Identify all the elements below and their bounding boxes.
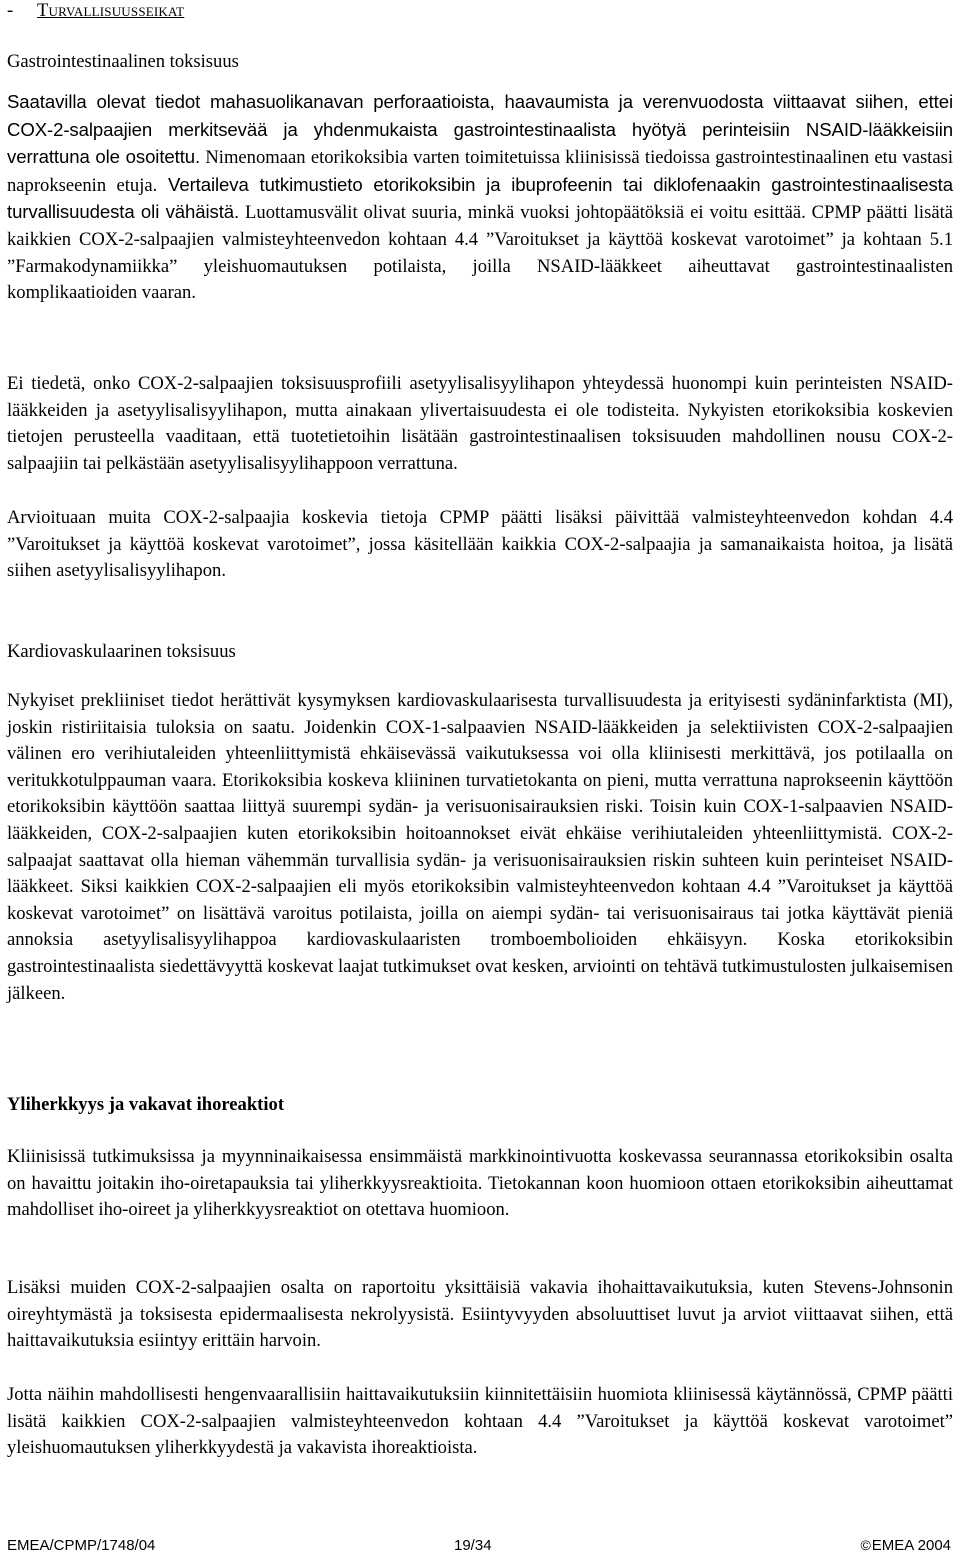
section-heading: [7, 0, 184, 22]
copyright-icon: ©: [860, 1537, 871, 1553]
page-number: 19/34: [454, 1537, 492, 1554]
gastro-paragraph-3: Arvioituaan muita COX-2-salpaajia koskevia tietoja CPMP päätti lisäksi päivittää valmisteyhteenvedon kohdan 4.4 ”Varoitukset ja käyttöä koskevat varotoimet”, jossa käsitellään kaikkia COX-2-salpaajia ja samanaikaista hoitoa, ja lisätä siihen asetyylisalisyylihapon.: [7, 507, 953, 582]
gastro-p1-sentence-c: Vertaileva tutkimustieto etorikoksibin ja ibuprofeenin tai diklofenaakin gastrointestinaalisesta turvallisuudesta oli vähäistä.: [7, 173, 953, 223]
gastro-p1-sentence-e: CPMP päätti lisätä kaikkien COX-2-salpaajien valmisteyhteenvedon kohtaan 4.4 ”Varoitukset ja käyttöä koskevat varotoimet” ja kohtaan 5.1 ”Farmakodynamiikka” yleishuomautuksen potilaista, joilla NSAID-lääkkeet aiheuttavat gastrointestinaalisten komplikaatioiden vaaran.: [7, 202, 953, 304]
gastro-paragraph-2: Ei tiedetä, onko COX-2-salpaajien toksisuusprofiili asetyylisalisyylihapon yhteydessä huonompi kuin perinteisten NSAID-lääkkeiden ja asetyylisalisyylihapon, mutta ainakaan ylivertaisuudesta ei ole todisteita. Nykyisten etorikoksibia koskevien tietojen perusteella vaaditaan, että tuotetietoihin lisätään gastrointestinaalisen toksisuuden mahdollinen nousu COX-2-salpaajiin tai pelkästään asetyylisalisyylihappoon verrattuna.: [7, 373, 953, 474]
section-title: Turvallisuusseikat: [37, 0, 185, 21]
gastro-heading: Gastrointestinaalinen toksisuus: [7, 51, 239, 72]
section-dash: -: [7, 0, 14, 21]
hyper-paragraph-2: Lisäksi muiden COX-2-salpaajien osalta on raportoitu yksittäisiä vakavia ihohaittavaikutuksia, kuten Stevens-Johnsonin oireyhtymästä ja toksisesta epidermaalisesta nekrolyysistä. Esiintyvyyden absoluuttiset luvut ja arviot viittaavat siihen, että haittavaikutuksia esiintyy erittäin harvoin.: [7, 1277, 953, 1352]
cardio-heading: Kardiovaskulaarinen toksisuus: [7, 641, 236, 662]
page-footer: [0, 1535, 960, 1559]
copyright-text: EMEA 2004: [871, 1537, 951, 1554]
hyper-paragraph-1: Kliinisissä tutkimuksissa ja myynninaikaisessa ensimmäistä markkinointivuotta koskevassa seurannassa etorikoksibin osalta on havaittu joitakin iho-oiretapauksia tai yliherkkyysreaktioita. Tietokannan koon huomioon ottaen etorikoksibin aiheuttamat mahdolliset iho-oireet ja yliherkkyysreaktiot on otettava huomioon.: [7, 1146, 953, 1221]
gastro-paragraph-1: [7, 89, 953, 307]
gastro-p1-sentence-d: Luottamusvälit olivat suuria, minkä vuoksi johtopäätöksiä ei voitu esittää.: [239, 202, 806, 224]
document-reference: EMEA/CPMP/1748/04: [7, 1537, 156, 1554]
gastro-p1-sentence-b: Nimenomaan etorikoksibia varten toimitetuissa kliinisissä tiedoissa gastrointestinaalinen etu vastasi naprokseenin etuja.: [7, 147, 954, 196]
cardio-paragraph-1: Nykyiset prekliiniset tiedot herättivät kysymyksen kardiovaskulaarisesta turvallisuudesta ja erityisesti sydäninfarktista (MI), joskin ristiriitaisia tuloksia on saatu. Joidenkin COX-1-salpaavien NSAID-lääkkeiden ja selektiivisten COX-2-salpaajien välinen ero verihiutaleiden yhteenliittymistä ehkäisevässä vaikutuksessa voi olla kliinisesti merkittävä, jos potilaalla on veritukkotulppauman vaara. Etorikoksibia koskeva kliininen turvatietokanta on pieni, mutta verrattuna naprokseenin käyttöön etorikoksibin käyttöön saattaa liittyä suurempi sydän- ja verisuonisairauksien riski. Toisin kuin COX-1-salpaavien NSAID-lääkkeiden, COX-2-salpaajien kuten etorikoksibin hoitoannokset eivät ehkäise verihiutaleiden yhteenliittymistä. COX-2-salpaajat saattavat olla hieman vähemmän turvallisia sydän- ja verisuonisairauksien riskin suhteen kuin perinteiset NSAID-lääkkeet. Siksi kaikkien COX-2-salpaajien eli myös etorikoksibin valmisteyhteenvedon kohtaan 4.4 ”Varoitukset ja käyttöä koskevat varotoimet” on lisättävä varoitus potilaista, joilla on aiempi sydän- tai verisuonisairaus tai jotka käyttävät pieniä annoksia asetyylisalisyylihappoa kardiovaskulaaristen tromboembolioiden ehkäisyyn. Koska etorikoksibin gastrointestinaalista siedettävyyttä koskevat laajat tutkimukset ovat kesken, arviointi on tehtävä tutkimustulosten julkaisemisen jälkeen.: [7, 690, 954, 1004]
hyper-paragraph-3: Jotta näihin mahdollisesti hengenvaarallisiin haittavaikutuksiin kiinnitettäisiin huomiota kliinisessä käytännössä, CPMP päätti lisätä kaikkien COX-2-salpaajien valmisteyhteenvedon kohtaan 4.4 ”Varoitukset ja käyttöä koskevat varotoimet” yleishuomautuksen yliherkkyydestä ja vakavista ihoreaktioista.: [7, 1384, 953, 1459]
gastro-p1-sentence-a: Saatavilla olevat tiedot mahasuolikanavan perforaatioista, haavaumista ja verenvuodosta viittaavat siihen, ettei COX-2-salpaajien merkitsevää ja yhdenmukaista gastrointestinaalista hyötyä perinteisiin NSAID-lääkkeisiin verrattuna ole osoitettu.: [7, 91, 953, 168]
hyper-heading: Yliherkkyys ja vakavat ihoreaktiot: [7, 1094, 285, 1115]
copyright-notice: [860, 1537, 951, 1554]
